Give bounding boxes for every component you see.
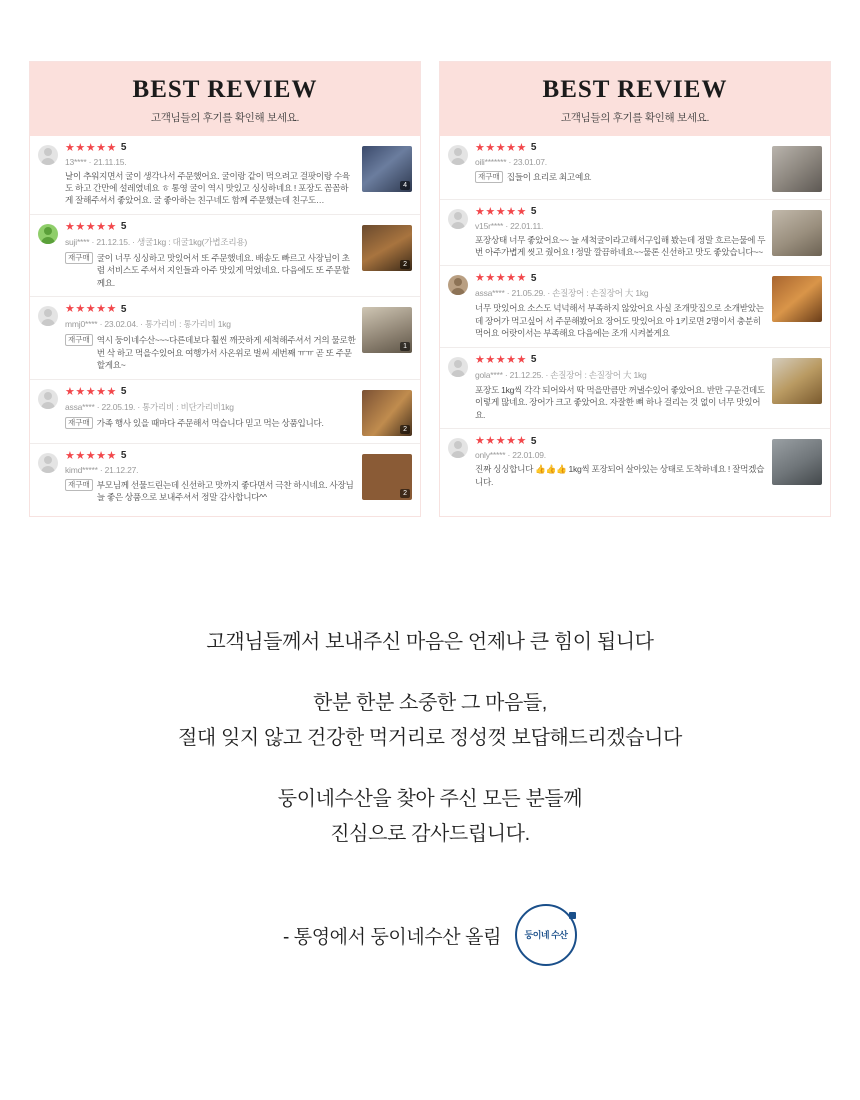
message-line-5: 진심으로 감사드립니다.: [330, 823, 530, 845]
signature: [0, 904, 860, 966]
message-spacer: [0, 756, 860, 782]
review-score: 5: [120, 450, 127, 462]
review-meta: oili******* · 23.01.07.: [475, 156, 547, 167]
review-item[interactable]: [30, 444, 420, 511]
review-content: [58, 222, 362, 289]
repurchase-badge: 재구매: [65, 252, 93, 264]
thumbnail-count: 2: [400, 260, 410, 269]
review-meta: 13**** · 21.11.15.: [65, 156, 127, 167]
review-content: [468, 143, 772, 183]
signature-text: - 통영에서 둥이네수산 올림: [282, 926, 502, 948]
review-content: [58, 143, 362, 207]
review-score: 5: [530, 206, 537, 217]
message-line-1: 고객님들께서 보내주신 마음은 언제나 큰 힘이 됩니다: [206, 631, 654, 653]
review-text: 포장도 1kg씩 각각 되어와서 딱 먹을만큼만 꺼낼수있어 좋았어요. 반만 구운건데도 이렇게 많네요. 장어가 크고 좋았어요. 자잘한 뼈 하나 걸리는 것 없이 너무 맛있어요.: [475, 384, 765, 420]
review-panel-right: [440, 62, 830, 516]
thumbnail-count: 2: [400, 425, 410, 434]
review-rating: [475, 207, 766, 218]
review-list: [30, 136, 420, 517]
review-item[interactable]: [440, 429, 830, 495]
review-content: [468, 273, 772, 339]
review-score: 5: [530, 142, 537, 153]
review-rating: [475, 143, 766, 154]
thank-you-message: [0, 625, 860, 966]
review-tag-line: [65, 252, 356, 289]
review-score: 5: [530, 272, 537, 284]
review-thumbnail[interactable]: [362, 454, 412, 500]
avatar: [38, 389, 58, 409]
review-text: 진짜 싱싱합니다 👍👍👍 1kg씩 포장되어 살아있는 상태로 도착하네요 ! 잘먹겠습니다.: [475, 464, 765, 487]
review-content: [58, 451, 362, 504]
review-panels: [30, 62, 830, 516]
review-rating: [65, 387, 356, 398]
brand-stamp-logo: [515, 904, 577, 966]
review-item[interactable]: [30, 380, 420, 444]
review-meta: mmj0**** · 23.02.04. · 통가리비 : 통가리비 1kg: [65, 319, 231, 330]
review-meta: v15r**** · 22.01.11.: [475, 220, 544, 231]
review-item[interactable]: [30, 297, 420, 379]
panel-subtitle: 고객님들의 후기를 확인해 보세요.: [560, 111, 710, 124]
review-thumbnail[interactable]: [362, 146, 412, 192]
review-score: 5: [120, 142, 127, 153]
repurchase-badge: 재구매: [65, 479, 93, 491]
review-tag-line: [475, 171, 766, 183]
review-tag-line: [65, 334, 356, 371]
thumbnail-count: 1: [400, 342, 410, 351]
star-icon: ★★★★★: [475, 435, 527, 448]
review-thumbnail[interactable]: [772, 276, 822, 322]
message-line-2: 한분 한분 소중한 그 마음들,: [313, 692, 547, 714]
review-thumbnail[interactable]: [772, 146, 822, 192]
review-thumbnail[interactable]: [772, 439, 822, 485]
review-list: [440, 136, 830, 502]
review-content: [58, 387, 362, 429]
review-thumbnail[interactable]: [772, 210, 822, 256]
review-rating: [475, 273, 766, 284]
review-meta: gola**** · 21.12.25. · 손질장어 : 손질장어 大 1kg: [475, 369, 647, 380]
review-text: 너무 맛있어요 소스도 넉넉해서 부족하지 않았어요 사실 조개맛집으로 소개받았는데 장어가 먹고싶어 서 주문해봤어요 장어도 맛있어요 아 1키로면 2명이서 충분히 먹어요 어랏이서는 부족해요 다음에는 조개 시켜볼게요: [475, 303, 764, 339]
star-icon: ★★★★★: [475, 141, 527, 154]
panel-title: BEST REVIEW: [132, 76, 318, 103]
message-line-3: 절대 잊지 않고 건강한 먹거리로 정성껏 보답해드리겠습니다: [178, 727, 682, 749]
review-text: 굴이 너무 싱싱하고 맛있어서 또 주문했네요. 배송도 빠르고 사장님이 초렴 서비스도 주셔서 지인들과 아주 맛있게 먹었네요. 다음에도 또 주문할께요.: [96, 252, 350, 288]
review-content: [58, 304, 362, 371]
review-item[interactable]: [440, 200, 830, 267]
review-text: 가족 행사 있을 때마다 주문해서 먹습니다 믿고 먹는 상품입니다.: [96, 417, 324, 428]
review-score: 5: [120, 221, 127, 233]
review-thumbnail[interactable]: [362, 307, 412, 353]
review-rating: [475, 436, 766, 447]
review-tag-line: [65, 417, 356, 429]
review-text: 포장상태 너무 좋았어요~~ 늘 세척굴이라고해서구입해 봤는데 정말 흐르는물에 두번 아주가볍게 씻고 줬어요 ! 정말 깔끔하네요~~물론 신선하고 맛도 좋았습니다~~: [475, 234, 766, 257]
review-item[interactable]: [440, 348, 830, 429]
star-icon: ★★★★★: [475, 272, 527, 285]
thumbnail-count: 2: [400, 489, 410, 498]
review-score: 5: [120, 303, 127, 315]
star-icon: ★★★★★: [475, 353, 527, 366]
panel-subtitle: 고객님들의 후기를 확인해 보세요.: [150, 111, 300, 124]
message-line-4: 둥이네수산을 찾아 주신 모든 분들께: [277, 788, 583, 810]
review-item[interactable]: [440, 266, 830, 347]
review-meta: suji**** · 21.12.15. · 생굴1kg : 대굴1kg(가볍조리용): [65, 236, 247, 247]
avatar: [448, 275, 468, 295]
avatar: [38, 453, 58, 473]
review-meta: kimd***** · 21.12.27.: [65, 464, 139, 475]
review-score: 5: [120, 386, 127, 398]
review-text: 집들이 요리로 최고예요: [506, 171, 591, 182]
review-tag-line: [65, 479, 356, 504]
review-score: 5: [530, 354, 537, 366]
review-content: [468, 207, 772, 259]
review-text: 날이 추워지면서 굴이 생각나서 주문했어요. 굴이랑 같이 먹으려고 걸팟이랑 수육도 하고 간만에 설레였네요 ㅎ 통영 굴이 역시 맛있고 싱싱하네요 ! 포장도 꼼꼼하게 잘해주셔서 좋았어요. 굴 좋아하는 친구네도 함께 주문했는데 친구도…: [65, 170, 350, 206]
panel-title: BEST REVIEW: [542, 76, 728, 103]
review-thumbnail[interactable]: [362, 225, 412, 271]
review-rating: [65, 451, 356, 462]
review-text: 부모님께 선물드린는데 신선하고 맛까지 좋다면서 극찬 하시네요. 사장님 늘 좋은 상품으로 보내주셔서 정말 감사합니다^^: [96, 479, 354, 503]
star-icon: ★★★★★: [65, 141, 117, 154]
star-icon: ★★★★★: [65, 220, 117, 233]
avatar: [38, 145, 58, 165]
review-panel-left: [30, 62, 420, 516]
avatar: [448, 145, 468, 165]
review-item[interactable]: [440, 136, 830, 200]
review-meta: assa**** · 22.05.19. · 통가리비 : 비단가리비1kg: [65, 401, 234, 412]
review-item[interactable]: [30, 215, 420, 297]
review-thumbnail[interactable]: [362, 390, 412, 436]
avatar: [448, 209, 468, 229]
review-item[interactable]: [30, 136, 420, 215]
review-thumbnail[interactable]: [772, 358, 822, 404]
review-content: [468, 436, 772, 488]
review-rating: [65, 222, 356, 233]
review-text: 역시 둥이네수산~~~다른데보다 훨씬 깨끗하게 세척해주셔서 거의 물로한번 삭 하고 먹을수있어요 여행가서 사온위로 벌써 세번째 ㅠㅠ 곧 또 주문할게요~: [96, 335, 356, 371]
repurchase-badge: 재구매: [475, 171, 503, 183]
thumbnail-count: 4: [400, 181, 410, 190]
star-icon: ★★★★★: [475, 205, 527, 218]
avatar: [448, 438, 468, 458]
review-rating: [65, 304, 356, 315]
stamp-text: 둥이네 수산: [524, 929, 568, 940]
review-rating: [475, 355, 766, 366]
panel-header: [30, 62, 420, 136]
star-icon: ★★★★★: [65, 303, 117, 316]
review-meta: assa**** · 21.05.29. · 손질장어 : 손질장어 大 1kg: [475, 288, 649, 299]
review-meta: only***** · 22.01.09.: [475, 450, 546, 461]
panel-header: [440, 62, 830, 136]
repurchase-badge: 재구매: [65, 334, 93, 346]
star-icon: ★★★★★: [65, 449, 117, 462]
repurchase-badge: 재구매: [65, 417, 93, 429]
review-score: 5: [530, 435, 537, 447]
avatar: [448, 357, 468, 377]
review-rating: [65, 143, 356, 154]
message-spacer: [0, 660, 860, 686]
review-content: [468, 355, 772, 421]
avatar: [38, 224, 58, 244]
avatar: [38, 306, 58, 326]
star-icon: ★★★★★: [65, 385, 117, 398]
